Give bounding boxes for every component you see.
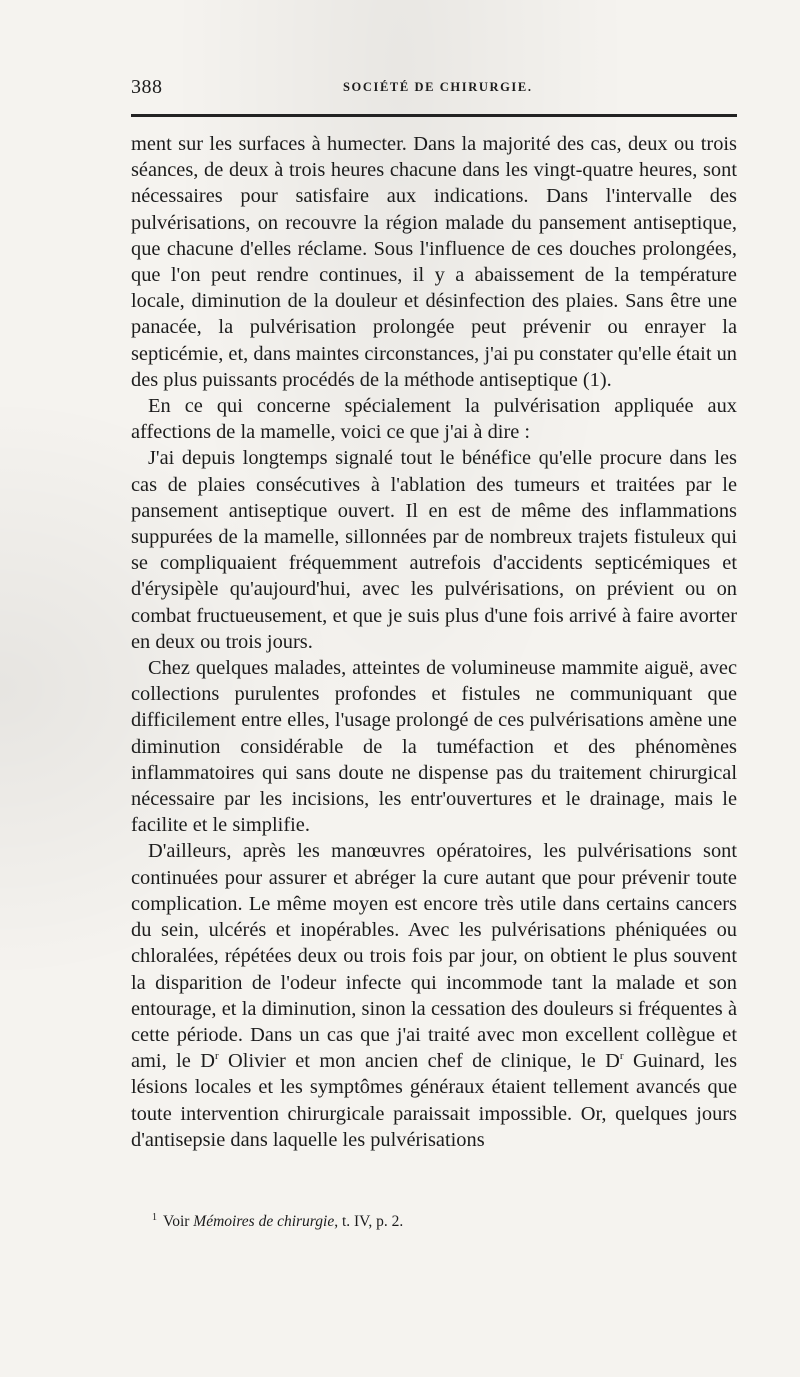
body-text — [131, 131, 737, 1153]
footnote-title: Mémoires de chirurgie — [193, 1213, 335, 1231]
paragraph-1: ment sur les surfaces à humecter. Dans la majorité des cas, deux ou trois séances, de deux à trois heures chacune dans les vingt-quatre heures, sont nécessaires pour satisfaire aux indications. Dans l'intervalle des pulvérisations, on recouvre la région malade du pansement antiseptique, que chacune d'elles réclame. Sous l'influence de ces douches prolongées, que l'on peut rendre continues, il y a abaissement de la température locale, diminution de la douleur et désinfection des plaies. Sans être une panacée, la pulvérisation prolongée peut prévenir ou enrayer la septicémie, et, dans maintes circonstances, j'ai pu constater qu'elle était un des plus puissants procédés de la méthode antiseptique (1). — [131, 133, 737, 391]
doctor-abbrev-sup-2: r — [619, 1050, 624, 1063]
paragraph-5 — [131, 838, 737, 1152]
page-header — [131, 76, 736, 106]
footnote — [152, 1208, 732, 1232]
paragraph-5-part-b: Olivier et mon ancien chef de clinique, le D — [218, 1050, 620, 1073]
footnote-prefix: Voir — [163, 1213, 194, 1231]
page-number: 388 — [131, 76, 163, 98]
footnote-suffix: , t. IV, p. 2. — [334, 1213, 404, 1231]
paragraph-4: Chez quelques malades, atteintes de volumineuse mammite aiguë, avec collections purulentes profondes et fistules ne communiquant que difficilement entre elles, l'usage prolongé de ces pulvérisations amène une diminution considérable de la tuméfaction et des phénomènes inflammatoires qui sans doute ne dispense pas du traitement chirurgical nécessaire par les incisions, les entr'ouvertures et le drainage, mais le facilite et le simplifie. — [131, 657, 737, 837]
header-rule — [131, 114, 737, 117]
paragraph-2: En ce qui concerne spécialement la pulvérisation appliquée aux affections de la mamelle, voici ce que j'ai à dire : — [131, 395, 737, 444]
footnote-mark: 1 — [152, 1212, 157, 1223]
paragraph-5-part-c: Guinard, les lésions locales et les symptômes généraux étaient tellement avancés que toute intervention chirurgicale paraissait impossible. Or, quelques jours d'antisepsie dans laquelle les pulvérisations — [131, 1050, 738, 1151]
running-head: SOCIÉTÉ DE CHIRURGIE. — [343, 80, 533, 94]
doctor-abbrev-sup-1: r — [214, 1050, 219, 1063]
paragraph-5-part-a: D'ailleurs, après les manœuvres opératoires, les pulvérisations sont continuées pour assurer et abréger la cure autant que pour prévenir toute complication. Le même moyen est encore très utile dans certains cancers du sein, ulcérés et inopérables. Avec les pulvérisations phéniquées ou chloralées, répétées deux ou trois fois par jour, on obtient le plus souvent la disparition de l'odeur infecte qui incommode tant la malade et son entourage, et la diminution, sinon la cessation des douleurs si fréquentes à cette période. Dans un cas que j'ai traité avec mon excellent collègue et ami, le D — [131, 840, 737, 1073]
paragraph-3: J'ai depuis longtemps signalé tout le bénéfice qu'elle procure dans les cas de plaies consécutives à l'ablation des tumeurs et traitées par le pansement antiseptique ouvert. Il en est de même des inflammations suppurées de la mamelle, sillonnées par de nombreux trajets fistuleux qui se compliquaient fréquemment autrefois d'accidents septicémiques et d'érysipèle qu'aujourd'hui, avec les pulvérisations, on prévient ou on combat fructueusement, et que je suis plus d'une fois arrivé à faire avorter en deux ou trois jours. — [131, 447, 737, 653]
